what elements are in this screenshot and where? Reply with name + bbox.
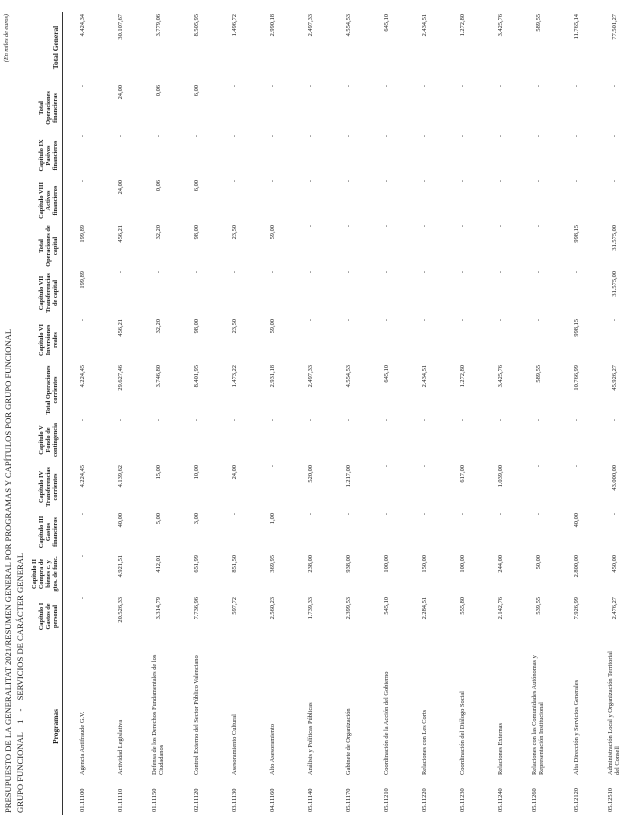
value-cell-c3: - bbox=[382, 513, 390, 516]
value-cell-c7: - bbox=[534, 271, 542, 274]
program-code: 01.11150 bbox=[151, 788, 158, 812]
value-cell-c7: - bbox=[496, 271, 504, 274]
col-total-general: Total General bbox=[30, 12, 63, 83]
program-name: Coordinación del Diálogo Social bbox=[458, 691, 466, 775]
program-cell bbox=[329, 638, 367, 815]
value-cell-c4: 617,00 bbox=[458, 465, 466, 483]
value-cell-c7: - bbox=[154, 271, 162, 274]
value-cell-c6: 998,15 bbox=[572, 319, 580, 337]
value-cell-c8: - bbox=[496, 180, 504, 183]
value-cell-c2: 100,00 bbox=[458, 555, 466, 573]
value-cell-c1: 597,72 bbox=[230, 597, 238, 615]
program-name: Control Externo del Sector Público Valenciano bbox=[192, 655, 200, 775]
col-programas: Programas bbox=[30, 638, 63, 815]
value-cell-c7: - bbox=[344, 271, 352, 274]
value-cell-c4: 4.139,62 bbox=[116, 465, 124, 488]
value-cell-c5: - bbox=[496, 419, 504, 422]
value-cell-tof: - bbox=[572, 85, 580, 88]
value-cell-tocap: 32,20 bbox=[154, 225, 162, 240]
group-heading bbox=[15, 547, 25, 813]
value-cell-c4: - bbox=[268, 465, 276, 468]
value-cell-c5: - bbox=[382, 419, 390, 422]
program-code: 05.11170 bbox=[344, 788, 352, 812]
budget-table bbox=[30, 12, 628, 815]
value-cell-c9: - bbox=[420, 135, 428, 138]
value-cell-c5: - bbox=[268, 419, 276, 422]
col-cap6: Capítulo VI Inversiones reales bbox=[30, 317, 63, 363]
value-cell-c8: 6,00 bbox=[192, 180, 200, 192]
program-code: 01.11100 bbox=[78, 788, 86, 812]
program-cell bbox=[101, 638, 139, 815]
value-cell-toc: 645,10 bbox=[382, 365, 390, 383]
value-cell-c9: - bbox=[268, 135, 276, 138]
value-cell-c9: - bbox=[306, 135, 314, 138]
value-cell-c9: - bbox=[496, 135, 504, 138]
table-row bbox=[63, 12, 102, 815]
value-cell-c2: 369,95 bbox=[268, 555, 276, 573]
value-cell-c6: - bbox=[306, 319, 314, 322]
value-cell-c7: - bbox=[458, 271, 466, 274]
col-cap2: Capítulo II Compra de bienes c. y gtos. de func. bbox=[30, 553, 63, 595]
value-cell-tocap: - bbox=[344, 225, 352, 228]
program-code: 05.11140 bbox=[306, 788, 314, 812]
value-cell-c5: - bbox=[534, 419, 542, 422]
value-cell-c1: 2.476,27 bbox=[610, 597, 618, 620]
table-row bbox=[215, 12, 253, 815]
value-cell-c2: 938,00 bbox=[344, 555, 352, 573]
value-cell-tocap: 456,21 bbox=[116, 225, 124, 243]
value-cell-c4: - bbox=[534, 465, 542, 468]
value-cell-c1: 1.739,33 bbox=[306, 597, 314, 620]
value-cell-c6: - bbox=[534, 319, 542, 322]
value-cell-c1: 545,10 bbox=[382, 597, 390, 615]
value-cell-tocap: - bbox=[420, 225, 428, 228]
value-cell-c3: - bbox=[610, 513, 618, 516]
value-cell-c1: 2.142,76 bbox=[496, 597, 504, 620]
value-cell-tg: 77.501,27 bbox=[610, 14, 618, 40]
value-cell-c1: 2.560,23 bbox=[268, 597, 276, 620]
col-cap4: Capítulo IV Transferencias corrientes bbox=[30, 463, 63, 511]
value-cell-toc: 2.434,51 bbox=[420, 365, 428, 388]
program-code: 03.11130 bbox=[230, 788, 238, 812]
value-cell-tg: 589,55 bbox=[534, 14, 542, 32]
value-cell-c4: 24,00 bbox=[230, 465, 238, 480]
value-cell-c4: - bbox=[382, 465, 390, 468]
value-cell-toc: 2.497,33 bbox=[306, 365, 314, 388]
value-cell-c2: 100,00 bbox=[382, 555, 390, 573]
group-label: GRUPO FUNCIONAL bbox=[15, 732, 25, 813]
value-cell-c1: 3.314,79 bbox=[154, 597, 162, 620]
program-name: Relaciones con las Comunidades Autónomas y Representación Institucional bbox=[531, 655, 545, 775]
program-code: 05.11210 bbox=[382, 788, 390, 812]
value-cell-c5: - bbox=[344, 419, 352, 422]
value-cell-toc: 1.272,80 bbox=[458, 365, 466, 388]
col-cap1: Capítulo I Gastos de personal bbox=[30, 595, 63, 638]
value-cell-c5: - bbox=[458, 419, 466, 422]
value-cell-c1: 539,55 bbox=[534, 597, 542, 615]
value-cell-c8: - bbox=[344, 180, 352, 183]
value-cell-tof: - bbox=[496, 85, 504, 88]
value-cell-c3: - bbox=[496, 513, 504, 516]
value-cell-tof: 24,00 bbox=[116, 85, 124, 100]
value-cell-c6: - bbox=[458, 319, 466, 322]
value-cell-c3: - bbox=[534, 513, 542, 516]
value-cell-c6: - bbox=[382, 319, 390, 322]
value-cell-tocap: - bbox=[306, 225, 314, 228]
value-cell-tg: 3.425,76 bbox=[496, 14, 504, 37]
value-cell-toc: 4.224,45 bbox=[78, 365, 86, 388]
value-cell-c3: 5,00 bbox=[154, 513, 162, 525]
value-cell-tof: 0,06 bbox=[154, 85, 162, 97]
value-cell-c2: 244,00 bbox=[496, 555, 504, 573]
program-cell bbox=[595, 638, 628, 815]
value-cell-tof: - bbox=[382, 85, 390, 88]
program-code: 05.11230 bbox=[458, 788, 466, 812]
value-cell-tocap: - bbox=[382, 225, 390, 228]
table-row bbox=[177, 12, 215, 815]
value-cell-c3: - bbox=[230, 513, 238, 516]
value-cell-toc: 29.627,46 bbox=[116, 365, 124, 391]
value-cell-c8: - bbox=[458, 180, 466, 183]
table-row bbox=[595, 12, 628, 815]
value-cell-c6: 32,20 bbox=[154, 319, 162, 334]
value-cell-c3: 40,00 bbox=[116, 513, 124, 528]
value-cell-tg: 645,10 bbox=[382, 14, 390, 32]
value-cell-c7: - bbox=[306, 271, 314, 274]
program-cell bbox=[291, 638, 329, 815]
program-name: Análisis y Políticas Públicas bbox=[306, 702, 314, 775]
value-cell-c9: - bbox=[192, 135, 200, 138]
value-cell-c6: - bbox=[78, 319, 86, 322]
value-cell-c6: - bbox=[610, 319, 618, 322]
value-cell-c2: - bbox=[78, 555, 86, 558]
value-cell-c9: - bbox=[534, 135, 542, 138]
value-cell-c3: - bbox=[78, 513, 86, 516]
table-row bbox=[481, 12, 519, 815]
value-cell-c4: 1.217,00 bbox=[344, 465, 352, 488]
col-cap9: Capítulo IX Pasivos financieros bbox=[30, 133, 63, 178]
program-cell bbox=[367, 638, 405, 815]
program-name: Agencia Antifraude G.V. bbox=[78, 711, 86, 775]
value-cell-c1: 2.399,53 bbox=[344, 597, 352, 620]
value-cell-c1: 20.526,33 bbox=[116, 597, 124, 623]
value-cell-c5: - bbox=[116, 419, 124, 422]
value-cell-c8: - bbox=[306, 180, 314, 183]
program-code: 02.11120 bbox=[192, 788, 200, 812]
program-code: 05.11220 bbox=[420, 788, 428, 812]
value-cell-c5: - bbox=[610, 419, 618, 422]
value-cell-tg: 1.272,80 bbox=[458, 14, 466, 37]
table-row bbox=[443, 12, 481, 815]
value-cell-c8: - bbox=[534, 180, 542, 183]
table-row bbox=[253, 12, 291, 815]
program-code: 05.12510 bbox=[607, 788, 614, 812]
value-cell-c6: 59,00 bbox=[268, 319, 276, 334]
value-cell-c2: 851,50 bbox=[230, 555, 238, 573]
program-name: Relaciones Externas bbox=[496, 723, 504, 775]
value-cell-c5: - bbox=[420, 419, 428, 422]
table-body bbox=[63, 12, 628, 815]
value-cell-tocap: 31.575,00 bbox=[610, 225, 618, 251]
value-cell-c5: - bbox=[192, 419, 200, 422]
value-cell-c2: 4.921,51 bbox=[116, 555, 124, 578]
program-cell bbox=[405, 638, 443, 815]
value-cell-c6: - bbox=[420, 319, 428, 322]
program-cell bbox=[443, 638, 481, 815]
value-cell-c3: - bbox=[458, 513, 466, 516]
value-cell-toc: 10.766,99 bbox=[572, 365, 580, 391]
value-cell-tof: 6,00 bbox=[192, 85, 200, 97]
value-cell-c1: 2.284,51 bbox=[420, 597, 428, 620]
value-cell-tocap: - bbox=[496, 225, 504, 228]
value-cell-c9: - bbox=[344, 135, 352, 138]
value-cell-c4: 43.000,00 bbox=[610, 465, 618, 491]
table-row bbox=[291, 12, 329, 815]
value-cell-tof: - bbox=[344, 85, 352, 88]
value-cell-c3: - bbox=[344, 513, 352, 516]
value-cell-c2: 412,01 bbox=[154, 555, 162, 573]
value-cell-toc: 45.926,27 bbox=[610, 365, 618, 391]
value-cell-c6: 456,21 bbox=[116, 319, 124, 337]
value-cell-c2: 150,00 bbox=[420, 555, 428, 573]
value-cell-c8: 0,06 bbox=[154, 180, 162, 192]
value-cell-tocap: 59,00 bbox=[268, 225, 276, 240]
value-cell-c3: 1,00 bbox=[268, 513, 276, 525]
value-cell-c7: - bbox=[268, 271, 276, 274]
value-cell-tg: 8.505,95 bbox=[192, 14, 200, 37]
value-cell-c7: - bbox=[382, 271, 390, 274]
program-code: 05.12120 bbox=[572, 788, 580, 812]
program-code: 05.11240 bbox=[496, 788, 504, 812]
value-cell-c8: - bbox=[78, 180, 86, 183]
col-total-financieras: Total Operaciones financieras bbox=[30, 83, 63, 133]
value-cell-c2: 450,00 bbox=[610, 555, 618, 573]
value-cell-c3: - bbox=[306, 513, 314, 516]
program-code: 04.11160 bbox=[268, 788, 276, 812]
value-cell-c4: 4.224,45 bbox=[78, 465, 86, 488]
value-cell-tg: 2.497,33 bbox=[306, 14, 314, 37]
value-cell-c2: 2.800,00 bbox=[572, 555, 580, 578]
value-cell-toc: 3.746,80 bbox=[154, 365, 162, 388]
value-cell-c5: - bbox=[306, 419, 314, 422]
group-number: 1 bbox=[15, 719, 25, 724]
value-cell-tg: 11.765,14 bbox=[572, 14, 580, 40]
units-note: (En miles de euros) bbox=[3, 14, 10, 63]
value-cell-c9: - bbox=[230, 135, 238, 138]
value-cell-c7: 199,89 bbox=[78, 271, 86, 289]
value-cell-c1: 555,80 bbox=[458, 597, 466, 615]
program-cell bbox=[215, 638, 253, 815]
value-cell-c3: 40,00 bbox=[572, 513, 580, 528]
program-cell bbox=[481, 638, 519, 815]
value-cell-c4: 520,00 bbox=[306, 465, 314, 483]
program-name: Administración Local y Organización Territorial del Consell bbox=[607, 651, 621, 775]
value-cell-toc: 4.554,53 bbox=[344, 365, 352, 388]
program-name: Relaciones con Les Corts bbox=[420, 709, 428, 775]
value-cell-c8: - bbox=[610, 180, 618, 183]
program-cell bbox=[519, 638, 557, 815]
program-cell bbox=[63, 638, 102, 815]
value-cell-c5: - bbox=[572, 419, 580, 422]
value-cell-c8: - bbox=[268, 180, 276, 183]
value-cell-tg: 4.424,34 bbox=[78, 14, 86, 37]
value-cell-c4: - bbox=[572, 465, 580, 468]
value-cell-c2: 651,99 bbox=[192, 555, 200, 573]
value-cell-tof: - bbox=[610, 85, 618, 88]
col-total-capital: Total Operaciones de capital bbox=[30, 223, 63, 269]
value-cell-c2: 50,00 bbox=[534, 555, 542, 570]
value-cell-toc: 589,55 bbox=[534, 365, 542, 383]
value-cell-c6: - bbox=[496, 319, 504, 322]
value-cell-toc: 1.473,22 bbox=[230, 365, 238, 388]
value-cell-c9: - bbox=[610, 135, 618, 138]
value-cell-toc: 2.931,18 bbox=[268, 365, 276, 388]
program-cell bbox=[139, 638, 177, 815]
value-cell-c7: - bbox=[420, 271, 428, 274]
table-row bbox=[101, 12, 139, 815]
value-cell-tg: 2.434,51 bbox=[420, 14, 428, 37]
value-cell-c6: 98,00 bbox=[192, 319, 200, 334]
value-cell-c4: - bbox=[420, 465, 428, 468]
value-cell-c9: - bbox=[154, 135, 162, 138]
value-cell-c3: - bbox=[420, 513, 428, 516]
value-cell-c1: 7.926,99 bbox=[572, 597, 580, 620]
program-cell bbox=[177, 638, 215, 815]
col-cap3: Capítulo III Gastos financieros bbox=[30, 511, 63, 553]
program-name: Alto Asesoramiento bbox=[268, 724, 276, 775]
program-name: Defensa de los Derechos Fundamentales de los Ciudadanos bbox=[151, 654, 165, 775]
value-cell-c8: 24,00 bbox=[116, 180, 124, 195]
value-cell-tof: - bbox=[268, 85, 276, 88]
value-cell-tocap: 98,00 bbox=[192, 225, 200, 240]
value-cell-c2: 238,00 bbox=[306, 555, 314, 573]
value-cell-c9: - bbox=[382, 135, 390, 138]
table-row bbox=[557, 12, 595, 815]
group-separator: - bbox=[15, 708, 25, 712]
value-cell-c4: 15,00 bbox=[154, 465, 162, 480]
col-cap8: Capítulo VIII Activos financieros bbox=[30, 178, 63, 223]
value-cell-tg: 2.990,18 bbox=[268, 14, 276, 37]
table-header bbox=[30, 12, 63, 815]
program-code: 05.11260 bbox=[531, 788, 538, 812]
program-name: Actividad Legislativa bbox=[116, 719, 124, 775]
value-cell-tocap: - bbox=[534, 225, 542, 228]
program-name: Alta Dirección y Servicios Generales bbox=[572, 679, 580, 775]
table-row bbox=[329, 12, 367, 815]
program-code: 01.11110 bbox=[116, 788, 124, 812]
table-row bbox=[139, 12, 177, 815]
table-row bbox=[405, 12, 443, 815]
value-cell-c5: - bbox=[230, 419, 238, 422]
value-cell-c1: 7.736,96 bbox=[192, 597, 200, 620]
value-cell-tof: - bbox=[230, 85, 238, 88]
value-cell-c8: - bbox=[230, 180, 238, 183]
value-cell-tof: - bbox=[420, 85, 428, 88]
value-cell-c8: - bbox=[420, 180, 428, 183]
value-cell-c7: - bbox=[116, 271, 124, 274]
value-cell-tof: - bbox=[78, 85, 86, 88]
value-cell-tof: - bbox=[458, 85, 466, 88]
value-cell-tof: - bbox=[306, 85, 314, 88]
value-cell-c3: 3,00 bbox=[192, 513, 200, 525]
value-cell-c6: - bbox=[344, 319, 352, 322]
value-cell-c9: - bbox=[116, 135, 124, 138]
program-name: Coordinación de la Acción del Gobierno bbox=[382, 671, 390, 775]
value-cell-c4: 10,00 bbox=[192, 465, 200, 480]
program-cell bbox=[253, 638, 291, 815]
program-name: Gabinete de Organización bbox=[344, 708, 352, 775]
table-row bbox=[519, 12, 557, 815]
value-cell-c8: - bbox=[572, 180, 580, 183]
value-cell-tof: - bbox=[534, 85, 542, 88]
value-cell-c7: - bbox=[230, 271, 238, 274]
col-cap5: Capítulo V Fondo de contingencia bbox=[30, 417, 63, 463]
col-total-corrientes: Total Operaciones corrientes bbox=[30, 363, 63, 417]
value-cell-c5: - bbox=[154, 419, 162, 422]
group-name: SERVICIOS DE CARÁCTER GENERAL bbox=[15, 552, 25, 701]
table-row bbox=[367, 12, 405, 815]
value-cell-c5: - bbox=[78, 419, 86, 422]
value-cell-tg: 1.496,72 bbox=[230, 14, 238, 37]
value-cell-c8: - bbox=[382, 180, 390, 183]
value-cell-toc: 3.425,76 bbox=[496, 365, 504, 388]
value-cell-c9: - bbox=[572, 135, 580, 138]
value-cell-tocap: 998,15 bbox=[572, 225, 580, 243]
value-cell-c4: 1.039,00 bbox=[496, 465, 504, 488]
value-cell-c7: - bbox=[572, 271, 580, 274]
value-cell-tocap: 23,50 bbox=[230, 225, 238, 240]
value-cell-c7: 31.575,00 bbox=[610, 271, 618, 297]
value-cell-tg: 30.107,67 bbox=[116, 14, 124, 40]
value-cell-tg: 4.554,53 bbox=[344, 14, 352, 37]
value-cell-tg: 3.779,06 bbox=[154, 14, 162, 37]
value-cell-toc: 8.401,95 bbox=[192, 365, 200, 388]
program-cell bbox=[557, 638, 595, 815]
value-cell-c7: - bbox=[192, 271, 200, 274]
value-cell-c6: 23,50 bbox=[230, 319, 238, 334]
col-cap7: Capítulo VII Transferencias de capital bbox=[30, 269, 63, 317]
program-name: Asesoramiento Cultural bbox=[230, 714, 238, 775]
value-cell-tocap: 199,89 bbox=[78, 225, 86, 243]
value-cell-c9: - bbox=[78, 135, 86, 138]
value-cell-c9: - bbox=[458, 135, 466, 138]
value-cell-tocap: - bbox=[458, 225, 466, 228]
report-title: PRESUPUESTO DE LA GENERALITAT 2021/RESUMEN GENERAL POR PROGRAMAS Y CAPÍTULOS POR GRUPO FUNCIONAL bbox=[3, 328, 13, 813]
value-cell-c1: - bbox=[78, 597, 86, 600]
